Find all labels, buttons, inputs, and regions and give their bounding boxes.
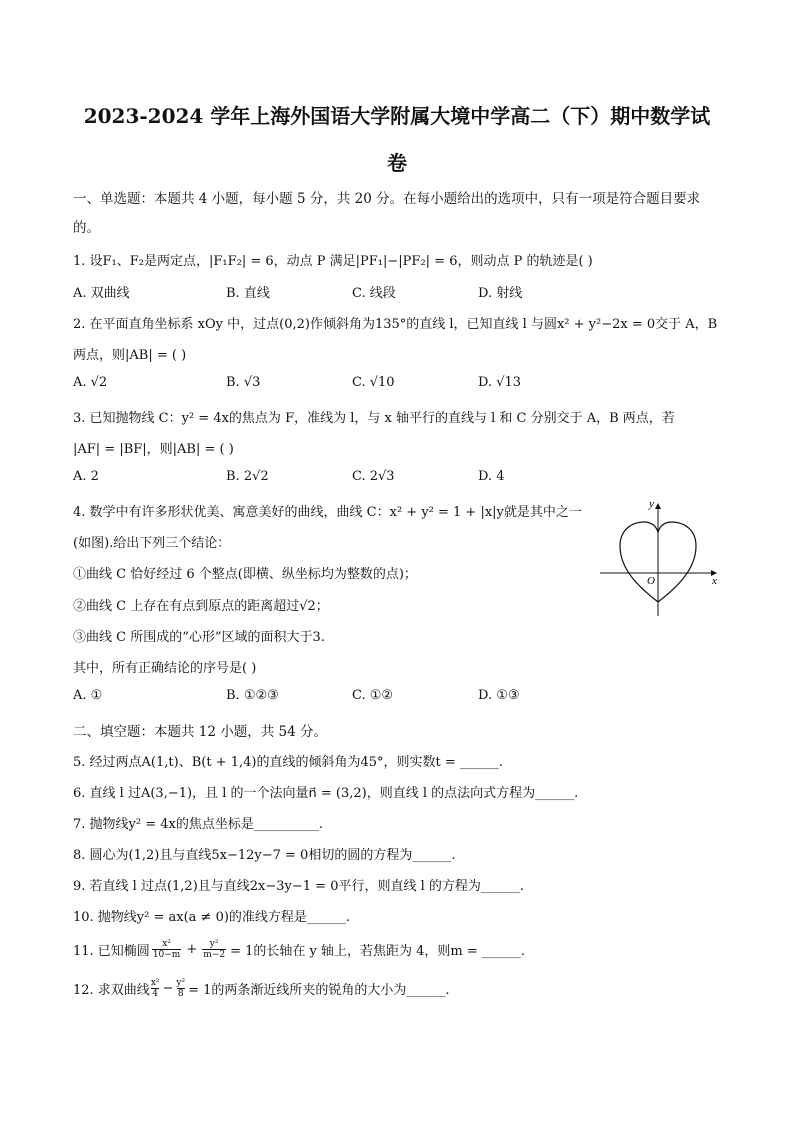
- q6-stem: 6. 直线 l 过A(3,−1)，且 l 的一个法向量n⃗ = (3,2)，则直线 l 的点法向式方程为______.: [73, 786, 579, 801]
- q8-stem: 8. 圆心为(1,2)且与直线5x−12y−7 = 0相切的圆的方程为______.: [73, 848, 456, 863]
- q1-option-b: B. 直线: [226, 286, 270, 301]
- q2-option-c: C. √10: [352, 375, 395, 390]
- q11-prefix: 11. 已知椭圆: [73, 944, 150, 959]
- q12-fraction-2: [176, 978, 185, 999]
- q4-stem-cont: (如图).给出下列三个结论：: [73, 536, 231, 551]
- section2-header: 二、填空题：本题共 12 小题，共 54 分。: [73, 724, 328, 740]
- q3-stem: 3. 已知抛物线 C：y² = 4x的焦点为 F，准线为 l，与 x 轴平行的直线与 l 和 C 分别交于 A，B 两点，若: [73, 411, 675, 426]
- origin-label: O: [647, 575, 655, 587]
- q12-prefix: 12. 求双曲线: [73, 983, 150, 998]
- q4-question: 其中，所有正确结论的序号是( ): [73, 661, 257, 676]
- q4-option-d: D. ①③: [478, 688, 520, 703]
- q3-stem-cont: |AF| = |BF|，则|AB| = ( ): [73, 442, 234, 457]
- q12-frac1-numerator: x²: [150, 978, 160, 988]
- heart-curve-figure: [596, 498, 726, 620]
- q4-option-a: A. ①: [73, 688, 103, 703]
- q2-option-a: A. √2: [73, 375, 108, 390]
- q11-frac1-numerator: x²: [162, 939, 171, 949]
- q12-fraction-1: [151, 978, 160, 999]
- q10-stem: 10. 抛物线y² = ax(a ≠ 0)的准线方程是______.: [73, 910, 351, 925]
- exam-title-line1: 2023-2024 学年上海外国语大学附属大境中学高二（下）期中数学试: [83, 104, 711, 128]
- x-axis-label: x: [712, 575, 717, 587]
- q11-frac1-denominator: 10−m: [152, 950, 181, 960]
- q11-fraction-2: [202, 939, 226, 960]
- q11-frac2-numerator: y²: [209, 939, 219, 949]
- q12-minus: −: [162, 981, 174, 996]
- q2-stem-cont: 两点，则|AB| = ( ): [73, 348, 187, 363]
- q11-frac2-denominator: m−2: [203, 950, 226, 960]
- q1-option-d: D. 射线: [478, 286, 523, 301]
- y-axis-label: y: [649, 498, 654, 510]
- q3-option-d: D. 4: [478, 469, 505, 484]
- q2-option-d: D. √13: [478, 375, 522, 390]
- q4-stem: 4. 数学中有许多形状优美、寓意美好的曲线，曲线 C：x² + y² = 1 + |x|y就是其中之一: [73, 505, 582, 520]
- q5-stem: 5. 经过两点A(1,t)、B(t + 1,4)的直线的倾斜角为45°，则实数t = ______.: [73, 755, 504, 770]
- exam-title-line2: 卷: [387, 151, 407, 175]
- q2-stem: 2. 在平面直角坐标系 xOy 中，过点(0,2)作倾斜角为135°的直线 l，已知直线 l 与圆x² + y²−2x = 0交于 A，B: [73, 317, 718, 332]
- q11-stem: [73, 939, 525, 960]
- q1-option-c: C. 线段: [352, 286, 396, 301]
- q12-stem: [73, 978, 450, 999]
- q4-conclusion-1: ①曲线 C 恰好经过 6 个整点(即横、纵坐标均为整数的点)；: [73, 567, 417, 582]
- q11-fraction-1: [152, 939, 182, 960]
- q3-option-b: B. 2√2: [226, 469, 269, 484]
- q1-stem: 1. 设F₁、F₂是两定点，|F₁F₂| = 6，动点 P 满足|PF₁|−|PF₂| = 6，则动点 P 的轨迹是( ): [73, 254, 593, 269]
- q11-suffix: = 1的长轴在 y 轴上，若焦距为 4，则m = ______.: [230, 944, 525, 959]
- q4-option-c: C. ①②: [352, 688, 394, 703]
- q4-conclusion-2: ②曲线 C 上存在有点到原点的距离超过√2；: [73, 599, 329, 614]
- q9-stem: 9. 若直线 l 过点(1,2)且与直线2x−3y−1 = 0平行，则直线 l 的方程为______.: [73, 879, 525, 894]
- q3-option-a: A. 2: [73, 469, 99, 484]
- q12-suffix: = 1的两条渐近线所夹的锐角的大小为______.: [188, 983, 450, 998]
- q12-frac2-denominator: 8: [177, 989, 184, 999]
- q3-option-c: C. 2√3: [352, 469, 395, 484]
- q12-frac2-numerator: y²: [176, 978, 186, 988]
- section1-header: 一、单选题：本题共 4 小题，每小题 5 分，共 20 分。在每小题给出的选项中，只有一项是符合题目要求: [73, 191, 701, 207]
- q12-frac1-denominator: 4: [152, 989, 159, 999]
- q4-option-b: B. ①②③: [226, 688, 279, 703]
- q1-option-a: A. 双曲线: [73, 286, 130, 301]
- q11-plus: +: [186, 942, 198, 957]
- section1-header-cont: 的。: [73, 220, 100, 236]
- q7-stem: 7. 抛物线y² = 4x的焦点坐标是__________.: [73, 817, 323, 832]
- q4-conclusion-3: ③曲线 C 所围成的“心形”区域的面积大于3.: [73, 630, 325, 645]
- q2-option-b: B. √3: [226, 375, 261, 390]
